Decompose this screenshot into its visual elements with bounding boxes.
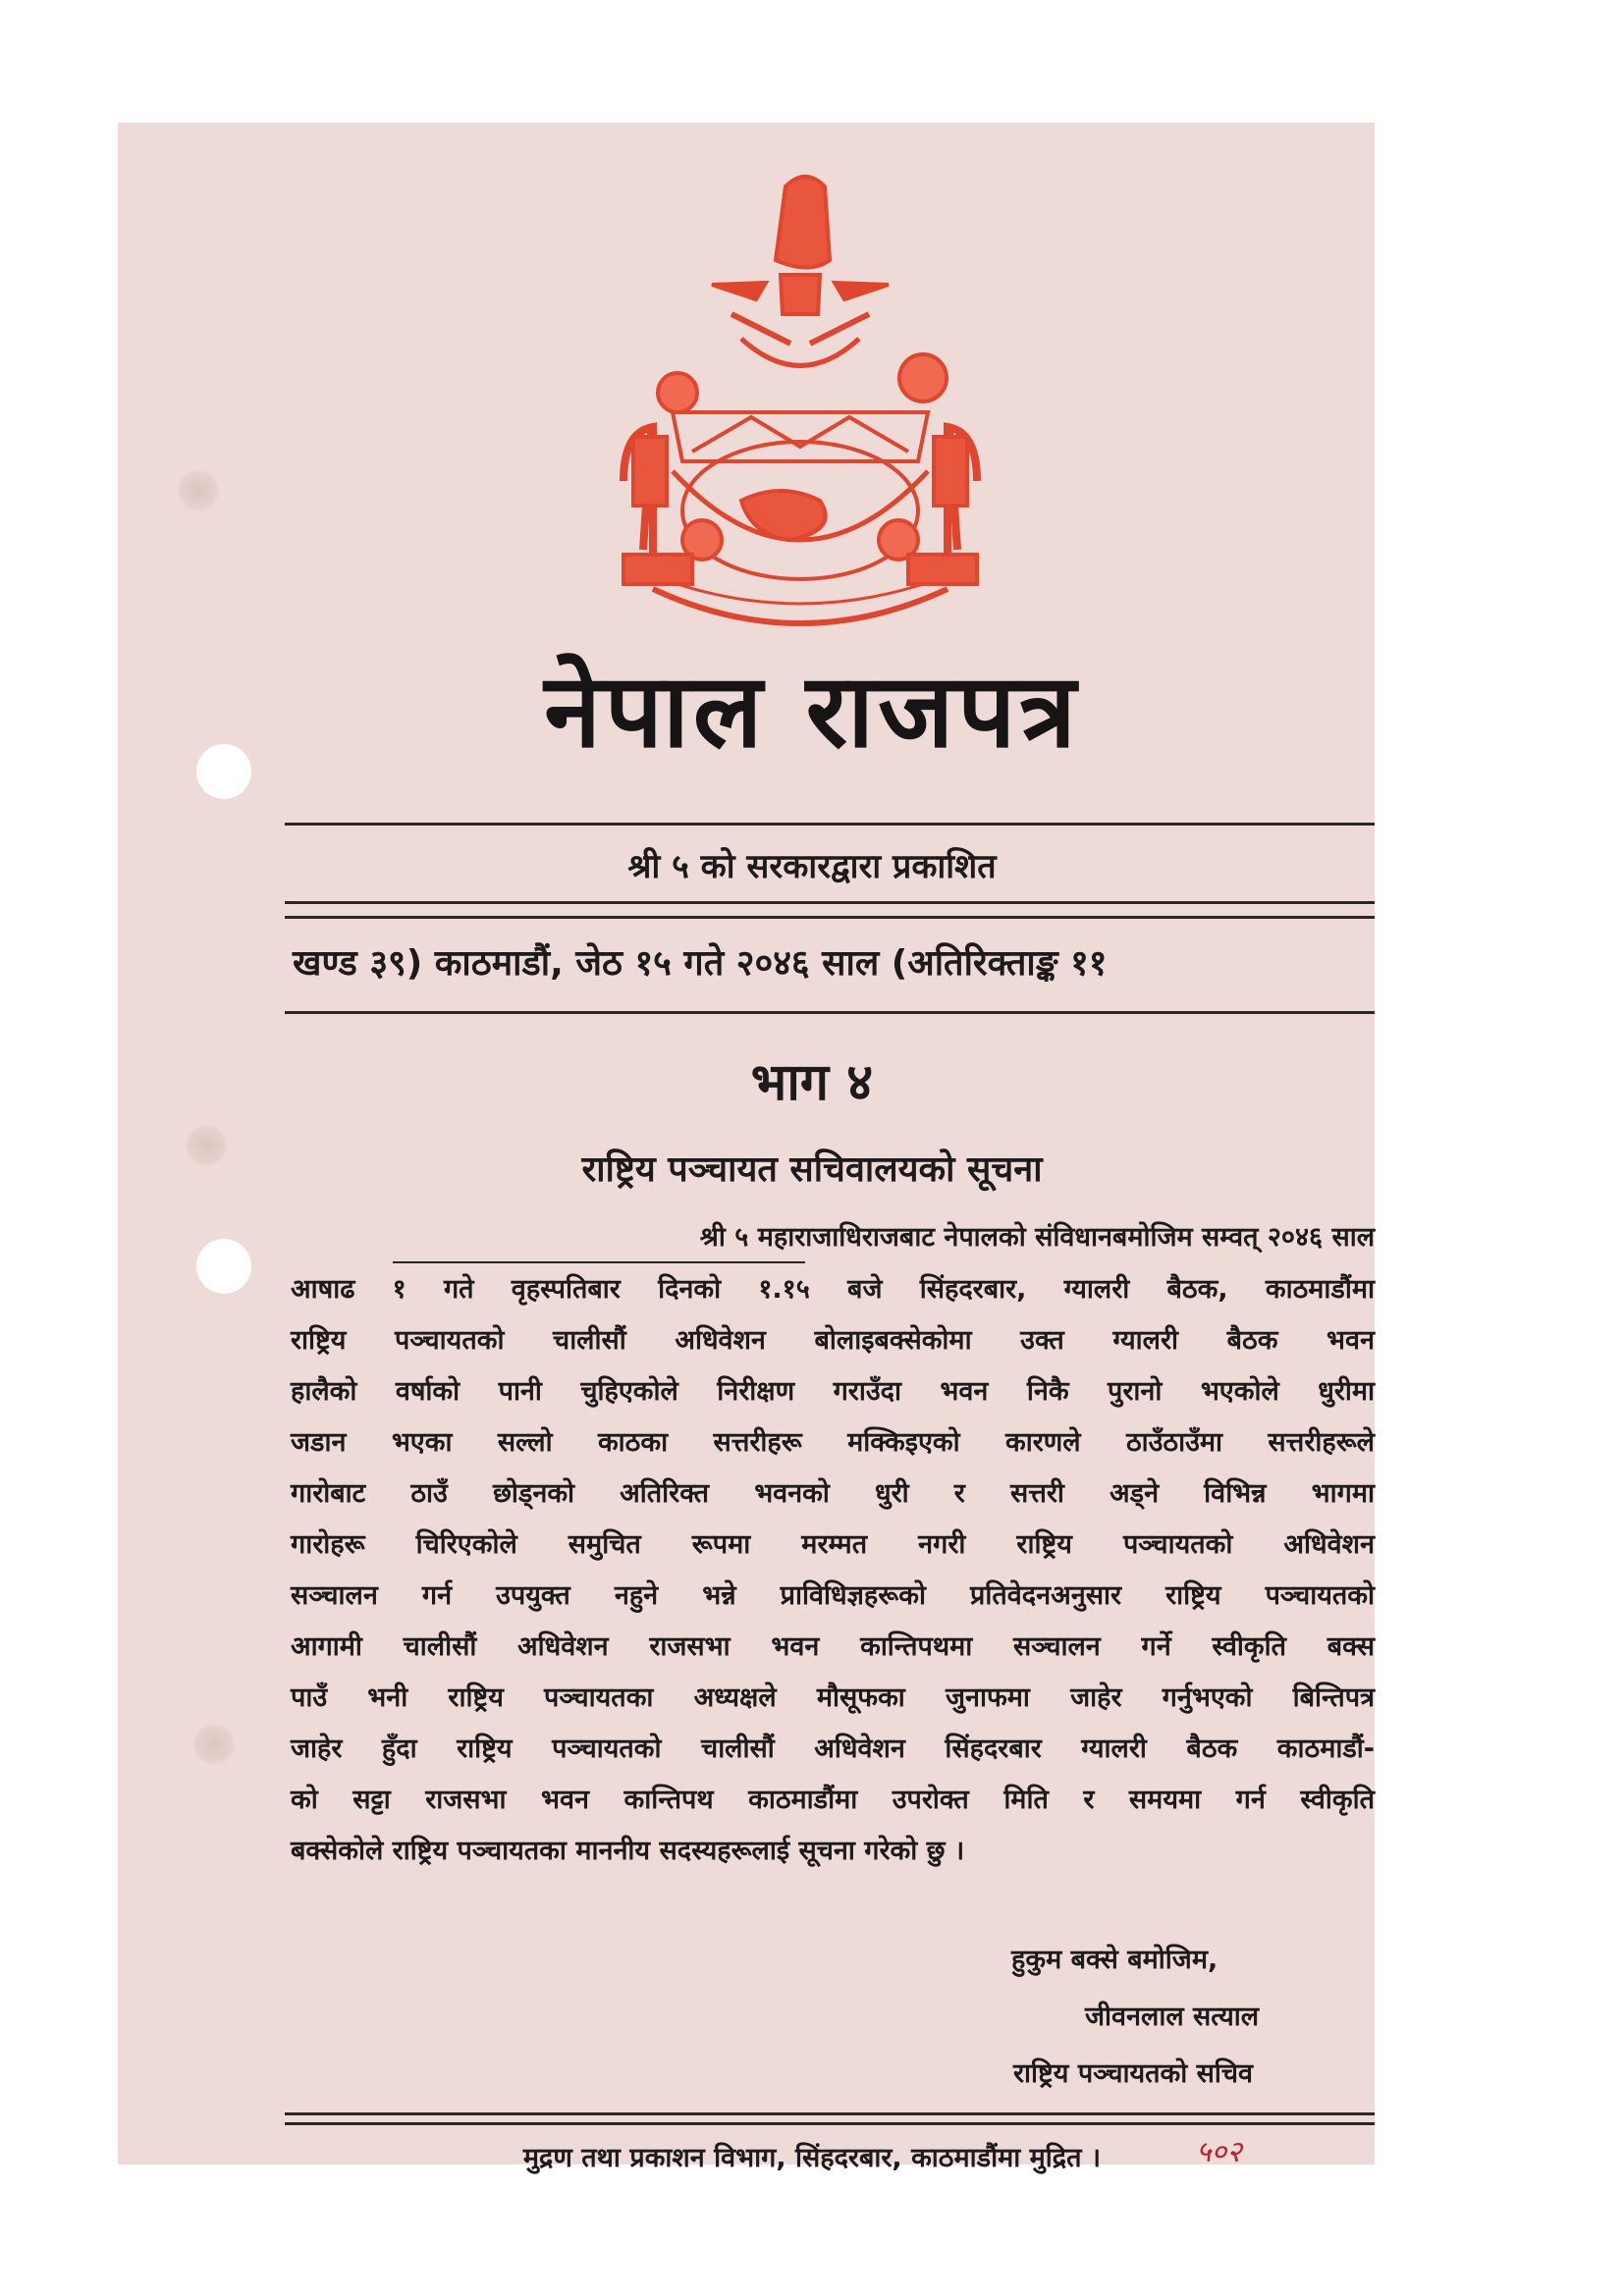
publisher-line: श्री ५ को सरकारद्वारा प्रकाशित	[627, 847, 997, 886]
emboss-mark	[177, 469, 220, 512]
gazette-title: नेपाल राजपत्र	[544, 651, 1080, 771]
notice-heading: राष्ट्रिय पञ्चायत सचिवालयको सूचना	[581, 1149, 1043, 1190]
body-line: हालैको वर्षाको पानी चुहिएकोले निरीक्षण गराउँदा भवन निकै पुरानो भएकोले धुरीमा	[291, 1376, 1375, 1407]
divider	[285, 2112, 1375, 2115]
page-number: ५०२	[1196, 2135, 1242, 2169]
divider	[285, 2122, 1375, 2125]
signatory-title: राष्ट्रिय पञ्चायतको सचिव	[1013, 2058, 1254, 2089]
body-line: बक्सेकोले राष्ट्रिय पञ्चायतका माननीय सदस्यहरूलाई सूचना गरेको छु ।	[291, 1836, 965, 1866]
printer-line: मुद्रण तथा प्रकाशन विभाग, सिंहदरबार, काठमाडौंमा मुद्रित ।	[522, 2143, 1102, 2173]
divider	[285, 901, 1375, 904]
signature-block	[982, 1932, 1355, 2103]
notice-body	[291, 1264, 1375, 1877]
notice-first-line: श्री ५ महाराजाधिराजबाट नेपालको संविधानबमोजिम सम्वत् २०४६ साल	[699, 1222, 1375, 1253]
body-line: आगामी चालीसौं अधिवेशन राजसभा भवन कान्तिपथमा सञ्चालन गर्ने स्वीकृति बक्स	[291, 1631, 1375, 1662]
body-line: सञ्चालन गर्न उपयुक्त नहुने भन्ने प्राविधिज्ञहरूको प्रतिवेदनअनुसार राष्ट्रिय पञ्चायतको	[291, 1580, 1375, 1611]
underline	[393, 1261, 805, 1263]
emboss-mark	[192, 1723, 236, 1766]
coat-of-arms-icon	[594, 167, 1006, 648]
divider	[285, 823, 1375, 826]
body-line: राष्ट्रिय पञ्चायतको चालीसौं अधिवेशन बोलाइबक्सेकोमा उक्त ग्यालरी बैठक भवन	[291, 1325, 1375, 1356]
body-line: गारोबाट ठाउँ छोड्नको अतिरिक्त भवनको धुरी र सत्तरी अड्ने विभिन्न भागमा	[291, 1478, 1375, 1509]
body-line: जडान भएका सल्लो काठका सत्तरीहरू मक्किइएको कारणले ठाउँठाउँमा सत्तरीहरूले	[291, 1427, 1375, 1458]
volume-date-line: खण्ड ३९) काठमाडौं, जेठ १५ गते २०४६ साल (अतिरिक्ताङ्क ११	[293, 943, 1108, 984]
body-line: जाहेर हुँदा राष्ट्रिय पञ्चायतको चालीसौं अधिवेशन सिंहदरबार ग्यालरी बैठक काठमाडौं-	[291, 1734, 1375, 1764]
punch-hole-bottom	[196, 1239, 251, 1294]
signature-order-line: हुकुम बक्से बमोजिम,	[1011, 1945, 1218, 1975]
part-number: भाग ४	[750, 1053, 874, 1112]
body-line: पाउँ भनी राष्ट्रिय पञ्चायतका अध्यक्षले मौसूफका जुनाफमा जाहेर गर्नुभएको बिन्तिपत्र	[291, 1682, 1375, 1713]
divider	[285, 916, 1375, 919]
signatory-name: जीवनलाल सत्याल	[1085, 2002, 1260, 2032]
divider	[285, 1011, 1375, 1014]
body-line: आषाढ १ गते वृहस्पतिबार दिनको १.१५ बजे सिंहदरबार, ग्यालरी बैठक, काठमाडौंमा	[291, 1274, 1375, 1305]
body-line: गारोहरू चिरिएकोले समुचित रूपमा मरम्मत नगरी राष्ट्रिय पञ्चायतको अधिवेशन	[291, 1529, 1375, 1560]
body-line: को सट्टा राजसभा भवन कान्तिपथ काठमाडौंमा उपरोक्त मिति र समयमा गर्न स्वीकृति	[291, 1785, 1375, 1815]
